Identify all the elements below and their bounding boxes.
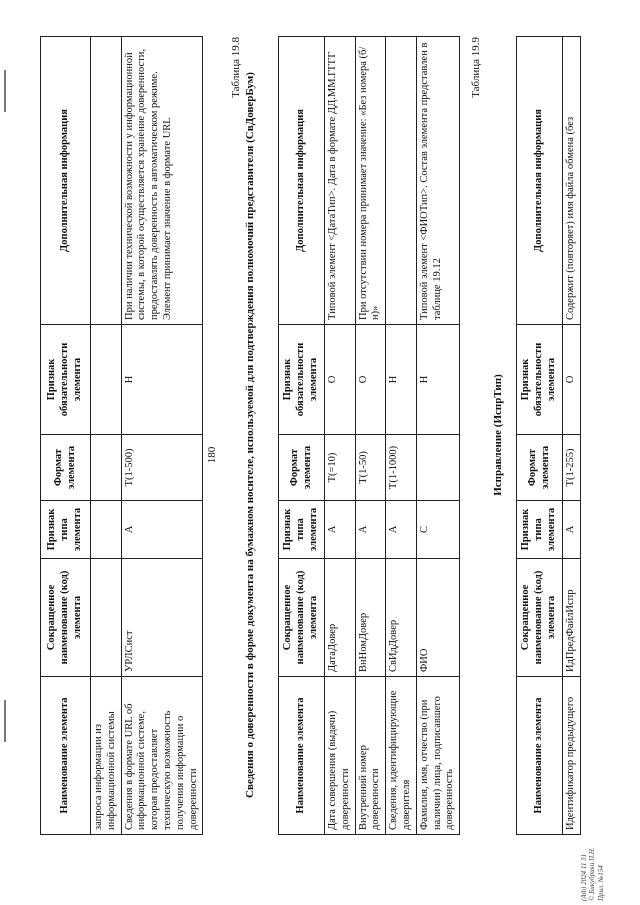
binding-mark [4, 700, 6, 742]
table-row [416, 37, 459, 835]
header-type: Признак типа элемента [517, 501, 563, 559]
header-required: Признак обязательности элемента [279, 325, 325, 435]
table-19-9 [516, 36, 581, 835]
header-required: Признак обязательности элемента [41, 325, 91, 435]
footer-line-2: © Бикубрики П.Н. Прил. №154 [588, 847, 605, 901]
cell-type: А [325, 501, 356, 559]
cell-format: T(1-255) [563, 435, 581, 501]
cell-format [416, 435, 459, 501]
cell-code: СвИдДовер [386, 559, 417, 677]
cell-name: запроса информации из информационной системы [91, 677, 122, 835]
header-name: Наименование элемента [517, 677, 563, 835]
footer-imprint [580, 835, 605, 901]
page-number: 180 [206, 446, 218, 464]
cell-info [386, 37, 417, 325]
header-info: Дополнительная информация [41, 37, 91, 325]
cell-name: Идентификатор предыдущего [563, 677, 581, 835]
cell-type: А [563, 501, 581, 559]
cell-info: Содержит (повторяет) имя файла обмена (без [563, 37, 581, 325]
cell-format [91, 435, 122, 501]
cell-required: Н [121, 325, 203, 435]
footer-line-1: (Ath) 2024 11 31 [580, 853, 588, 901]
cell-format: T(=10) [325, 435, 356, 501]
cell-name: Фамилия, имя, отчество (при наличии) лица, подписавшего доверенность [416, 677, 459, 835]
header-format: Формат элемента [517, 435, 563, 501]
table-row [325, 37, 356, 835]
header-name: Наименование элемента [41, 677, 91, 835]
header-code: Сокращенное наименование (код) элемента [517, 559, 563, 677]
cell-info: При отсутствии номера принимает значение: «Без номера (б/н)» [355, 37, 386, 325]
header-info: Дополнительная информация [279, 37, 325, 325]
header-code: Сокращенное наименование (код) элемента [279, 559, 325, 677]
cell-code: ФИО [416, 559, 459, 677]
header-format: Формат элемента [279, 435, 325, 501]
cell-required: О [355, 325, 386, 435]
table-label-19-9: Таблица 19.9 [470, 37, 482, 98]
cell-code: ДатаДовер [325, 559, 356, 677]
header-info: Дополнительная информация [517, 37, 563, 325]
cell-code: УРЛСист [121, 559, 203, 677]
table-19-8 [278, 36, 460, 835]
cell-code [91, 559, 122, 677]
cell-name: Дата совершения (выдачи) доверенности [325, 677, 356, 835]
cell-type: А [121, 501, 203, 559]
cell-name: Сведения, идентифицирующие доверителя [386, 677, 417, 835]
header-name: Наименование элемента [279, 677, 325, 835]
table-row [91, 37, 122, 835]
cell-format: T(1-50) [355, 435, 386, 501]
cell-code: ИдПредФайлИспр [563, 559, 581, 677]
cell-type [91, 501, 122, 559]
table-row [563, 37, 581, 835]
table-row [355, 37, 386, 835]
cell-format: T(1-1000) [386, 435, 417, 501]
header-code: Сокращенное наименование (код) элемента [41, 559, 91, 677]
header-required: Признак обязательности элемента [517, 325, 563, 435]
cell-required: О [325, 325, 356, 435]
cell-format: T(1-500) [121, 435, 203, 501]
table-title-19-9: Исправление (ИспрТип) [492, 374, 504, 496]
header-format: Формат элемента [41, 435, 91, 501]
cell-info: Типовой элемент <ДатаТип>. Дата в формате ДД.ММ.ГГГГ [325, 37, 356, 325]
cell-code: ВнНомДовер [355, 559, 386, 677]
table-label-19-8: Таблица 19.8 [230, 37, 242, 98]
binding-mark [4, 70, 6, 112]
cell-type: А [355, 501, 386, 559]
cell-required: Н [386, 325, 417, 435]
cell-info [91, 37, 122, 325]
cell-info: Типовой элемент <ФИОТип>. Состав элемента представлен в таблице 19.12 [416, 37, 459, 325]
table-row [121, 37, 203, 835]
cell-required [91, 325, 122, 435]
cell-type: С [416, 501, 459, 559]
cell-type: А [386, 501, 417, 559]
table-19-7-continuation [40, 36, 203, 835]
header-type: Признак типа элемента [279, 501, 325, 559]
table-title-19-8: Сведения о доверенности в форме документа на бумажном носителе, используемой для подтверждения полномочий представителя (СвДоверБум) [244, 72, 256, 798]
cell-required: Н [416, 325, 459, 435]
cell-required: О [563, 325, 581, 435]
cell-name: Сведения в формате URL об информационной системе, которая предоставляет техническую возможность получения информации о доверенности [121, 677, 203, 835]
cell-info: При наличии технической возможности у информационной системы, в которой осуществляется хранение доверенности, предоставлять доверенность в автоматическом режиме. Элемент принимает значение в формате URL [121, 37, 203, 325]
table-row [386, 37, 417, 835]
cell-name: Внутренний номер доверенности [355, 677, 386, 835]
header-type: Признак типа элемента [41, 501, 91, 559]
